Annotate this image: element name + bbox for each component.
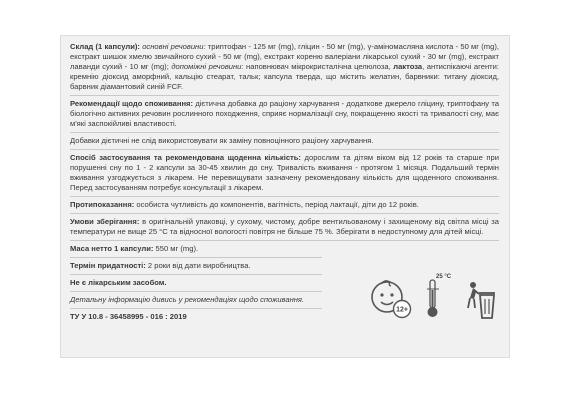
contraindications-label: Протипоказання: [70, 200, 135, 210]
shelf-life-section [70, 261, 322, 271]
divider [70, 240, 499, 241]
divider [70, 149, 499, 150]
main-ingredients-label: основні речовини: [142, 42, 206, 51]
recommendations-section [70, 99, 499, 129]
storage-label: Умови зберігання: [70, 217, 140, 227]
divider [70, 196, 499, 197]
recycle-bin-icon [463, 278, 497, 325]
symbol-icons [367, 273, 497, 325]
auxiliary-ingredients-text-2: , антиспікаючі агенти: кремнію діоксид аморфний, кальцію стеарат, тальк; капсула тверда, що містить желатин, барвники: титану діоксид, барвник діамантовий синій FCF. [70, 62, 499, 92]
net-mass-text: 550 мг (mg). [153, 244, 199, 254]
product-label-panel [60, 35, 510, 358]
temperature-label: 25 °C [436, 273, 452, 280]
net-mass-section [70, 244, 322, 254]
storage-text: в оригінальній упаковці, у сухому, чистому, добре вентильованому і захищеному від світла місці за температури не вище 25 °С та відносної вологості повітря не більше 75 %. Зберігати в недоступному для дітей місці. [70, 217, 499, 237]
details-note-text: Детальну інформацію дивись у рекомендаціях щодо споживання. [70, 294, 305, 304]
storage-section [70, 217, 499, 237]
divider [70, 132, 499, 133]
shelf-life-text: 2 роки від дати виробництва. [145, 261, 251, 271]
usage-section [70, 153, 499, 193]
divider [70, 257, 322, 258]
composition-section [70, 42, 499, 92]
contraindications-section [70, 200, 499, 210]
contraindications-text: особиста чутливість до компонентів, вагітність, період лактації, діти до 12 років. [134, 200, 419, 210]
tu-code-text: ТУ У 10.8 - 36458995 - 016 : 2019 [70, 311, 187, 321]
auxiliary-ingredients-text-1: наповнювач мікрокристалічна целюлоза, [243, 62, 394, 72]
bottom-area [70, 244, 499, 324]
divider [70, 274, 322, 275]
divider [70, 95, 499, 96]
usage-label: Спосіб застосування та рекомендована щоденна кількість: [70, 153, 301, 163]
shelf-life-label: Термін придатності: [70, 261, 146, 271]
composition-label: Склад (1 капсули): [70, 42, 140, 51]
child-age-icon [367, 276, 413, 325]
recommendations-label: Рекомендації щодо споживання: [70, 99, 193, 109]
bottom-text-column [70, 244, 322, 324]
age-badge-text: 12+ [396, 306, 408, 314]
not-a-drug-text: Не є лікарським засобом. [70, 277, 167, 287]
warning-text: Добавки дієтичні не слід використовувати як заміну повноцінного раціону харчування. [70, 136, 374, 146]
usage-text: дорослим та дітям віком від 12 років та старше при порушенні сну по 1 - 2 капсули за 30-45 хвилин до сну. Тривалість вживання - протягом 1 місяця. Подальший термін вживання узгоджується з лікарем. Не перевищувати зазначену рекомендовану кількість для щоденного споживання. Перед застосуванням потребує консультації з лікарем. [70, 153, 499, 193]
temperature-icon [423, 273, 453, 325]
auxiliary-ingredients-label: допоміжні речовини: [171, 62, 244, 72]
divider [70, 213, 499, 214]
recommendations-text: дієтична добавка до раціону харчування - додаткове джерело гліцину, триптофану та біологічно активних речовин рослинного походження, сприяє нормалізації сну, покращенню якості та тривалості сну, має м'які заспокійливі властивості. [70, 99, 499, 129]
lactose-word: лактоза [393, 62, 423, 72]
main-ingredients-text: триптофан - 125 мг (mg), гліцин - 50 мг (mg), γ-аміномасляна кислота - 50 мг (mg), екстракт шишок хмелю звичайного сухий - 50 мг (mg), екстракт кореню валеріани лікарської сухий - 30 мг (mg), екстракт лаванди сухий - 10 мг (mg); [70, 42, 499, 72]
divider [70, 308, 322, 309]
net-mass-label: Маса нетто 1 капсули: [70, 244, 154, 254]
divider [70, 291, 322, 292]
